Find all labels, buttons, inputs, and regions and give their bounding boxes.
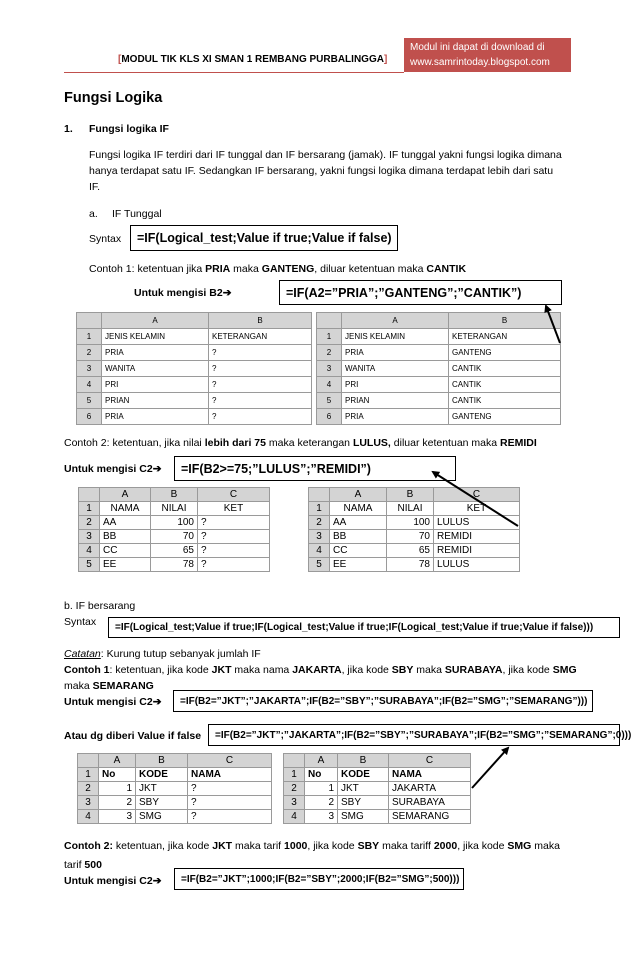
row-number: 2 <box>284 782 305 796</box>
bracket-open: [ <box>118 54 122 65</box>
c4-t4: maka tarif <box>232 840 285 852</box>
c1-t2: PRIA <box>205 263 231 275</box>
row-number: 2 <box>77 345 102 361</box>
col-header: C <box>188 754 272 768</box>
cell: GANTENG <box>449 409 561 425</box>
arrow-to-c2-result <box>433 472 518 526</box>
c4-formula-box: =IF(B2=”JKT”;1000;IF(B2=”SBY”;2000;IF(B2=”SMG”;500))) <box>174 868 464 890</box>
row-number: 4 <box>77 377 102 393</box>
row-number: 5 <box>77 393 102 409</box>
c3-t9: SURABAYA <box>444 664 503 676</box>
syntax-if-bersarang-box: =IF(Logical_test;Value if true;IF(Logical_test;Value if true;IF(Logical_test;Value if true;Value if false))) <box>108 617 620 638</box>
c2-fill-label-text: Untuk mengisi C2 <box>64 463 153 475</box>
c2-t4: LULUS, <box>352 437 391 449</box>
col-header: A <box>100 488 151 502</box>
cell: 65 <box>387 544 434 558</box>
cell: PRIA <box>342 345 449 361</box>
arrow-to-c3-result <box>472 748 508 788</box>
sub1-para-l2: hanya terdapat satu IF. Sedangkan IF bersarang, yakni fungsi logika dimana terdapat lebih dari satu <box>89 165 554 177</box>
c4-t6: , jika kode <box>307 840 358 852</box>
cell: ? <box>209 345 312 361</box>
cell: 65 <box>151 544 198 558</box>
cell: PRIA <box>102 409 209 425</box>
cell: PRI <box>342 377 449 393</box>
header-cell: KET <box>198 502 270 516</box>
cell: 2 <box>305 796 338 810</box>
col-header: A <box>330 488 387 502</box>
col-header: A <box>99 754 136 768</box>
col-header: B <box>209 313 312 329</box>
c4-fill-label-text: Untuk mengisi C2 <box>64 875 153 887</box>
cell: AA <box>100 516 151 530</box>
cell: SBY <box>338 796 389 810</box>
c2-t2: lebih dari 75 <box>204 437 266 449</box>
row-number: 4 <box>79 544 100 558</box>
c1-t1: Contoh 1: ketentuan jika <box>89 263 206 275</box>
col-header: A <box>305 754 338 768</box>
cell: PRI <box>102 377 209 393</box>
c3-alt-formula-box: =IF(B2=”JKT”;”JAKARTA”;IF(B2=”SBY”;”SURABAYA”;IF(B2=”SMG”;”SEMARANG”;0))) <box>208 724 620 746</box>
row-number: 4 <box>317 377 342 393</box>
c2-t3: maka keterangan <box>265 437 353 449</box>
c3-t2: : ketentuan, jika kode <box>109 664 212 676</box>
cell: ? <box>209 377 312 393</box>
c3-t6: , jika kode <box>341 664 392 676</box>
c3-t4: maka nama <box>231 664 293 676</box>
col-header: B <box>387 488 434 502</box>
c3-t12: maka <box>64 680 93 692</box>
row-number: 4 <box>284 810 305 824</box>
header-box-line2: www.samrintoday.blogspot.com <box>410 57 550 68</box>
c4-t12: maka <box>531 840 560 852</box>
row-number: 1 <box>317 329 342 345</box>
row-number: 2 <box>317 345 342 361</box>
c2-t6: REMIDI <box>500 437 537 449</box>
cell: PRIA <box>102 345 209 361</box>
cell: 100 <box>151 516 198 530</box>
c3-t7: SBY <box>391 664 414 676</box>
arrow-right-icon: ➔ <box>152 696 162 708</box>
col-header: C <box>198 488 270 502</box>
if-tunggal-title: IF Tunggal <box>112 208 162 220</box>
col-header: C <box>434 488 520 502</box>
cell: GANTENG <box>449 345 561 361</box>
col-header: B <box>136 754 188 768</box>
cell: KETERANGAN <box>209 329 312 345</box>
arrow-to-c1-result <box>546 306 560 343</box>
c4-t2: ketentuan, jika kode <box>113 840 213 852</box>
c4-t3: JKT <box>212 840 233 852</box>
row-number: 3 <box>79 530 100 544</box>
c3-t8: maka <box>413 664 445 676</box>
header-cell: NILAI <box>151 502 198 516</box>
syntax-if-tunggal-box: =IF(Logical_test;Value if true;Value if false) <box>130 225 398 251</box>
c1-t5: , diluar ketentuan maka <box>314 263 427 275</box>
cell: LULUS <box>434 558 520 572</box>
header-box-line1: Modul ini dapat di download di <box>410 42 545 53</box>
header-cell: KODE <box>136 768 188 782</box>
header-cell: NAMA <box>100 502 151 516</box>
c1-formula-box: =IF(A2=”PRIA”;”GANTENG”;”CANTIK”) <box>279 280 562 305</box>
row-number: 2 <box>309 516 330 530</box>
sub1-para-l1: Fungsi logika IF terdiri dari IF tunggal dan IF bersarang (jamak). IF tunggal yakni fungsi logika dimana <box>89 149 562 161</box>
header-cell: KET <box>434 502 520 516</box>
cell: EE <box>330 558 387 572</box>
col-header: A <box>342 313 449 329</box>
cell: ? <box>188 782 272 796</box>
c3-alt-label: Atau dg diberi Value if false <box>64 730 202 742</box>
cell: EE <box>100 558 151 572</box>
row-number: 4 <box>78 810 99 824</box>
note-text: : Kurung tutup sebanyak jumlah IF <box>100 648 261 660</box>
cell: ? <box>198 530 270 544</box>
row-number: 1 <box>78 768 99 782</box>
header-cell: KODE <box>338 768 389 782</box>
header-title-text: MODUL TIK KLS XI SMAN 1 REMBANG PURBALINGGA <box>121 54 384 65</box>
syntax-label: Syntax <box>89 233 122 245</box>
cell: JENIS KELAMIN <box>102 329 209 345</box>
row-number: 3 <box>284 796 305 810</box>
cell: SEMARANG <box>389 810 471 824</box>
header-cell: No <box>99 768 136 782</box>
cell: ? <box>198 558 270 572</box>
c2-formula-box: =IF(B2>=75;”LULUS”;”REMIDI”) <box>174 456 456 481</box>
cell: JAKARTA <box>389 782 471 796</box>
cell: REMIDI <box>434 530 520 544</box>
cell: ? <box>209 409 312 425</box>
cell: 2 <box>99 796 136 810</box>
col-header: B <box>338 754 389 768</box>
cell: ? <box>209 393 312 409</box>
syntax-label-2: Syntax <box>64 616 97 628</box>
cell: LULUS <box>434 516 520 530</box>
cell: 70 <box>151 530 198 544</box>
arrow-right-icon: ➔ <box>222 287 232 299</box>
cell: 100 <box>387 516 434 530</box>
cell: ? <box>188 810 272 824</box>
c2-t1: Contoh 2: ketentuan, jika nilai <box>64 437 205 449</box>
cell: 78 <box>151 558 198 572</box>
cell: 70 <box>387 530 434 544</box>
row-number: 1 <box>309 502 330 516</box>
cell: BB <box>100 530 151 544</box>
cell: CANTIK <box>449 377 561 393</box>
bracket-close: ] <box>383 54 388 65</box>
cell: ? <box>209 361 312 377</box>
c4-t14: 500 <box>84 859 102 871</box>
row-number: 2 <box>78 782 99 796</box>
c4-t8: maka tariff <box>379 840 434 852</box>
row-number: 5 <box>309 558 330 572</box>
cell: JENIS KELAMIN <box>342 329 449 345</box>
row-number: 2 <box>79 516 100 530</box>
row-number: 4 <box>309 544 330 558</box>
cell: PRIAN <box>102 393 209 409</box>
cell: SURABAYA <box>389 796 471 810</box>
row-number: 3 <box>317 361 342 377</box>
cell: JKT <box>136 782 188 796</box>
header-cell: NILAI <box>387 502 434 516</box>
col-header: B <box>449 313 561 329</box>
c3-t5: JAKARTA <box>292 664 342 676</box>
c1-t3: maka <box>230 263 262 275</box>
if-tunggal-letter: a. <box>89 208 98 220</box>
c4-t5: 1000 <box>284 840 308 852</box>
col-header: A <box>102 313 209 329</box>
header-cell: NAMA <box>188 768 272 782</box>
cell: WANITA <box>342 361 449 377</box>
c4-t9: 2000 <box>433 840 458 852</box>
cell: ? <box>198 516 270 530</box>
row-number: 5 <box>317 393 342 409</box>
row-number: 6 <box>317 409 342 425</box>
c1-t4: GANTENG <box>261 263 315 275</box>
arrow-right-icon: ➔ <box>152 463 162 475</box>
c1-t6: CANTIK <box>426 263 467 275</box>
cell: PRIA <box>342 409 449 425</box>
cell: CANTIK <box>449 393 561 409</box>
if-bersarang-title: b. IF bersarang <box>64 600 136 612</box>
c4-t1: Contoh 2: <box>64 840 113 852</box>
cell: BB <box>330 530 387 544</box>
sub1-number: 1. <box>64 123 73 135</box>
cell: CANTIK <box>449 361 561 377</box>
row-number: 1 <box>79 502 100 516</box>
note-label: Catatan <box>64 648 101 660</box>
cell: SMG <box>338 810 389 824</box>
row-number: 3 <box>77 361 102 377</box>
cell: CC <box>330 544 387 558</box>
row-number: 3 <box>309 530 330 544</box>
cell: 1 <box>99 782 136 796</box>
cell: CC <box>100 544 151 558</box>
c3-fill-label-text: Untuk mengisi C2 <box>64 696 153 708</box>
row-number: 6 <box>77 409 102 425</box>
cell: 1 <box>305 782 338 796</box>
row-number: 5 <box>79 558 100 572</box>
cell: ? <box>198 544 270 558</box>
cell: 3 <box>305 810 338 824</box>
c3-t10: , jika kode <box>502 664 553 676</box>
c3-formula-box: =IF(B2=”JKT”;”JAKARTA”;IF(B2=”SBY”;”SURABAYA”;IF(B2=”SMG”;”SEMARANG”))) <box>173 690 593 712</box>
cell: KETERANGAN <box>449 329 561 345</box>
sub1-para-l3: IF. <box>89 181 101 193</box>
cell: REMIDI <box>434 544 520 558</box>
header-cell: No <box>305 768 338 782</box>
cell: 3 <box>99 810 136 824</box>
c2-t5: diluar ketentuan maka <box>390 437 501 449</box>
row-number: 3 <box>78 796 99 810</box>
c3-t11: SMG <box>552 664 577 676</box>
row-number: 1 <box>77 329 102 345</box>
header-cell: NAMA <box>330 502 387 516</box>
cell: SMG <box>136 810 188 824</box>
cell: WANITA <box>102 361 209 377</box>
header-cell: NAMA <box>389 768 471 782</box>
col-header: B <box>151 488 198 502</box>
row-number: 1 <box>284 768 305 782</box>
c3-t13: SEMARANG <box>92 680 154 692</box>
cell: AA <box>330 516 387 530</box>
col-header: C <box>389 754 471 768</box>
sub1-title: Fungsi logika IF <box>89 123 169 135</box>
c4-t10: , jika kode <box>457 840 508 852</box>
arrow-right-icon: ➔ <box>152 875 162 887</box>
c4-t13: tarif <box>64 859 85 871</box>
c4-t7: SBY <box>357 840 380 852</box>
cell: JKT <box>338 782 389 796</box>
section-title: Fungsi Logika <box>64 90 163 106</box>
cell: 78 <box>387 558 434 572</box>
c1-fill-label-text: Untuk mengisi B2 <box>134 287 223 299</box>
c3-t3: JKT <box>211 664 232 676</box>
cell: SBY <box>136 796 188 810</box>
c3-t1: Contoh 1 <box>64 664 110 676</box>
cell: ? <box>188 796 272 810</box>
cell: PRIAN <box>342 393 449 409</box>
c4-t11: SMG <box>507 840 532 852</box>
